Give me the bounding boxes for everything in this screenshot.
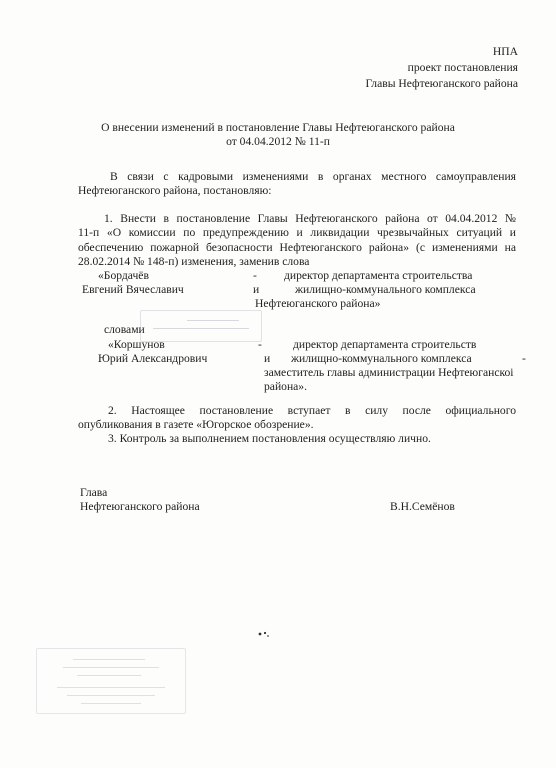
new-position-line-3: заместитель главы администрации Нефтеюганскоі (264, 366, 514, 379)
item1-line-2: 11-п «О комиссии по предупреждению и ликвидации чрезвычайных ситуаций и (78, 226, 516, 239)
scan-speckle-mark (256, 628, 272, 640)
draft-label: проект постановления (407, 61, 518, 74)
preamble-line-2: Нефтеюганского района, постановляю: (78, 184, 272, 197)
old-name-line-2: Евгений Вячеславич (82, 283, 184, 296)
new-position-line-2: жилищно-коммунального комплекса (291, 352, 472, 365)
signature-title-line-1: Глава (80, 486, 108, 499)
old-name-line-1: «Бордачёв (98, 269, 149, 282)
old-position-line-3: Нефтеюганского района» (255, 297, 381, 310)
new-name-line-2: Юрий Александрович (98, 352, 208, 365)
authority-label: Главы Нефтеюганского района (365, 77, 518, 90)
item2-line-2: опубликования в газете «Югорское обозрение». (78, 418, 314, 431)
new-dash: - (258, 338, 262, 351)
new-position-line-4: района». (264, 380, 307, 393)
item1-line-1: 1. Внести в постановление Главы Нефтеюганского района от 04.04.2012 № (104, 212, 516, 225)
item2-line-1: 2. Настоящее постановление вступает в силу после официального (108, 404, 516, 417)
document-title-line-2: от 04.04.2012 № 11-п (226, 135, 330, 148)
new-and: и (264, 352, 271, 365)
document-title-line-1: О внесении изменений в постановление Главы Нефтеюганского района (101, 121, 455, 134)
new-name-line-1: «Коршунов (108, 338, 165, 351)
signature-title-line-2: Нефтеюганского района (80, 500, 200, 513)
old-position-line-1: директор департамента строительства (284, 269, 473, 282)
signature-name: В.Н.Семёнов (390, 500, 455, 513)
old-position-line-2: жилищно-коммунального комплекса (295, 283, 476, 296)
new-position-line-2-tail: - (522, 352, 526, 365)
item1-line-4: 28.02.2014 № 148-п) изменения, заменив слова (78, 255, 310, 268)
old-dash: - (253, 269, 257, 282)
npa-label: НПА (492, 45, 518, 58)
faint-registration-stamp (36, 648, 186, 714)
preamble-line-1: В связи с кадровыми изменениями в органах местного самоуправления (110, 170, 516, 183)
item3-line: 3. Контроль за выполнением постановления осуществляю лично. (108, 432, 431, 445)
old-and: и (253, 283, 260, 296)
item1-line-3: обеспечению пожарной безопасности Нефтеюганского района» (с изменениями на (78, 241, 516, 254)
replace-word: словами (104, 323, 145, 336)
new-position-line-1: директор департамента строительств (293, 338, 477, 351)
